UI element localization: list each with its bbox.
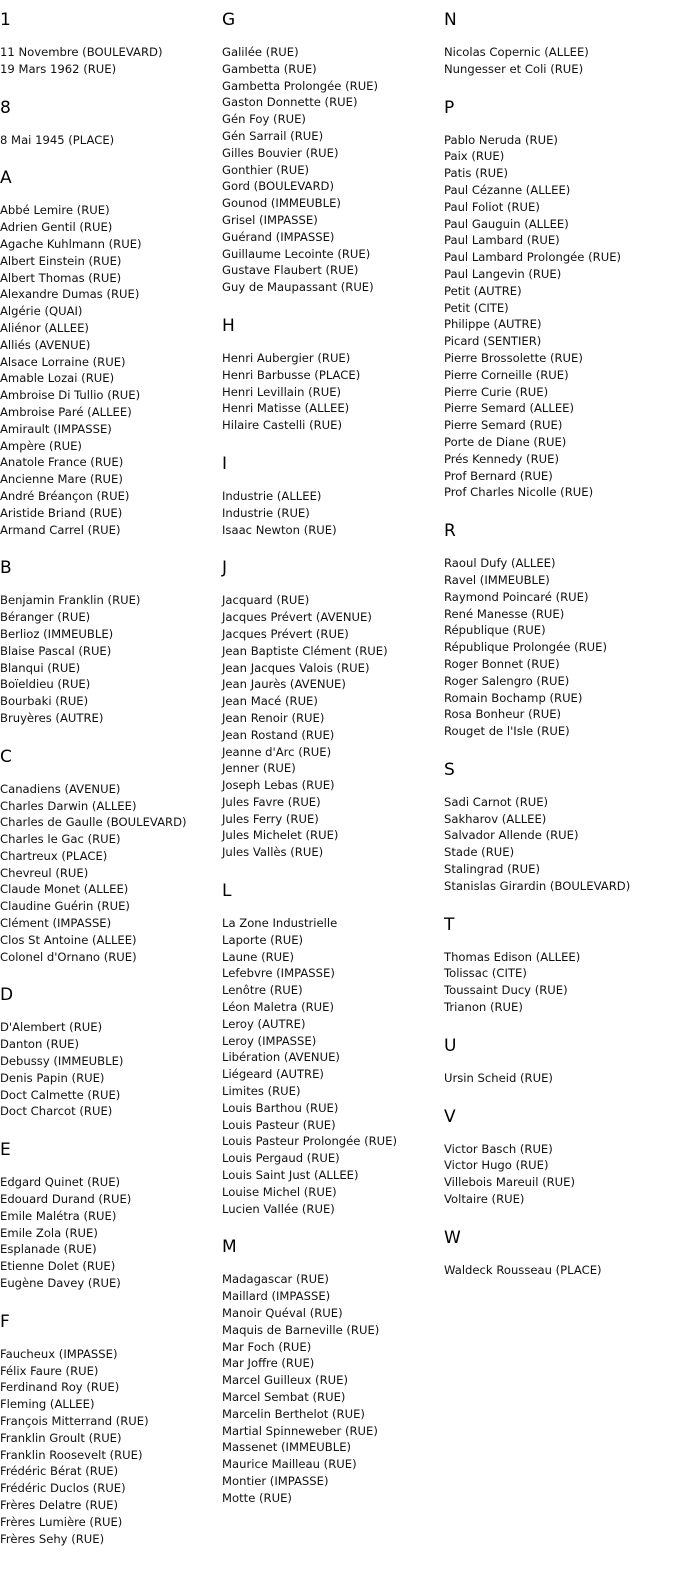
letter-heading: M (222, 1237, 237, 1258)
street-item: Joseph Lebas (RUE) (222, 778, 335, 793)
street-list (444, 555, 669, 740)
street-list (222, 1271, 447, 1506)
street-item: Frères Lumière (RUE) (0, 1514, 123, 1529)
street-item: Ambroise Di Tullio (RUE) (0, 388, 141, 403)
letter-section (444, 1107, 669, 1208)
street-item: Gén Foy (RUE) (222, 112, 306, 127)
letter-section (444, 1036, 669, 1087)
street-item: Etienne Dolet (RUE) (0, 1259, 116, 1274)
street-item: Colonel d'Ornano (RUE) (0, 949, 137, 964)
letter-heading: L (222, 881, 232, 902)
street-item: Jean Macé (RUE) (222, 694, 318, 709)
street-item: Leroy (IMPASSE) (222, 1033, 317, 1048)
street-item: Victor Basch (RUE) (444, 1141, 553, 1156)
street-item: Alliés (AVENUE) (0, 337, 91, 352)
street-list (444, 132, 669, 502)
street-item: Stalingrad (RUE) (444, 862, 540, 877)
letter-heading: W (444, 1227, 461, 1248)
street-item: Pierre Curie (RUE) (444, 384, 549, 399)
letter-heading: A (0, 168, 12, 189)
street-item: Isaac Newton (RUE) (222, 522, 337, 537)
street-item: Rosa Bonheur (RUE) (444, 707, 562, 722)
street-item: Jules Ferry (RUE) (222, 811, 319, 826)
street-item: Louis Barthou (RUE) (222, 1100, 339, 1115)
street-item: Paul Cézanne (ALLEE) (444, 182, 571, 197)
street-item: Charles de Gaulle (BOULEVARD) (0, 815, 187, 830)
street-item: Alsace Lorraine (RUE) (0, 354, 126, 369)
street-item: Raoul Dufy (ALLEE) (444, 556, 556, 571)
street-item: Franklin Groult (RUE) (0, 1430, 122, 1445)
street-item: Guy de Maupassant (RUE) (222, 280, 374, 295)
letter-heading: H (222, 315, 235, 336)
street-item: Fleming (ALLEE) (0, 1397, 95, 1412)
street-item: Laune (RUE) (222, 949, 294, 964)
street-item: Paul Langevin (RUE) (444, 266, 562, 281)
letter-section (222, 454, 447, 538)
street-item: Chartreux (PLACE) (0, 848, 108, 863)
street-item: Amable Lozai (RUE) (0, 371, 115, 386)
street-item: D'Alembert (RUE) (0, 1020, 103, 1035)
street-list (222, 592, 447, 861)
letter-section (444, 98, 669, 502)
street-item: Philippe (AUTRE) (444, 317, 542, 332)
street-item: Jean Renoir (RUE) (222, 710, 325, 725)
letter-section (444, 10, 669, 78)
street-item: Canadiens (AVENUE) (0, 781, 121, 796)
street-item: Ferdinand Roy (RUE) (0, 1380, 120, 1395)
street-list (0, 1019, 225, 1120)
street-item: Albert Thomas (RUE) (0, 270, 122, 285)
street-list (0, 132, 225, 149)
street-item: Jacques Prévert (RUE) (222, 626, 349, 641)
letter-heading: V (444, 1106, 456, 1127)
street-item: René Manesse (RUE) (444, 606, 565, 621)
street-list (0, 1346, 225, 1548)
street-item: Salvador Allende (RUE) (444, 828, 579, 843)
street-item: Lefebvre (IMPASSE) (222, 966, 335, 981)
street-item: Pierre Semard (RUE) (444, 418, 563, 433)
street-item: Jean Jaurès (AVENUE) (222, 677, 346, 692)
street-item: Faucheux (IMPASSE) (0, 1346, 118, 1361)
street-item: Emile Zola (RUE) (0, 1225, 98, 1240)
street-item: Albert Einstein (RUE) (0, 253, 122, 268)
letter-heading: E (0, 1140, 11, 1161)
street-item: Blanqui (RUE) (0, 660, 81, 675)
street-item: Berlioz (IMMEUBLE) (0, 626, 114, 641)
street-item: Trianon (RUE) (444, 1000, 523, 1015)
street-list (444, 1070, 669, 1087)
street-item: Nicolas Copernic (ALLEE) (444, 45, 589, 59)
letter-section (444, 521, 669, 740)
street-item: Villebois Mareuil (RUE) (444, 1175, 576, 1190)
street-item: Chevreul (RUE) (0, 865, 89, 880)
street-item: Maillard (IMPASSE) (222, 1289, 331, 1304)
street-item: Limites (RUE) (222, 1084, 301, 1099)
street-item: Adrien Gentil (RUE) (0, 220, 113, 235)
street-item: 19 Mars 1962 (RUE) (0, 61, 117, 76)
letter-heading: F (0, 1311, 10, 1332)
street-item: Patis (RUE) (444, 166, 508, 181)
street-item: Pablo Neruda (RUE) (444, 132, 558, 147)
street-item: Lucien Vallée (RUE) (222, 1201, 335, 1216)
street-item: Paul Foliot (RUE) (444, 199, 540, 214)
street-item: Anatole France (RUE) (0, 455, 124, 470)
street-item: Henri Levillain (RUE) (222, 384, 342, 399)
letter-heading: B (0, 558, 12, 579)
letter-section (222, 10, 447, 296)
letter-heading: N (444, 10, 457, 30)
street-item: Paix (RUE) (444, 149, 505, 164)
street-item: Porte de Diane (RUE) (444, 434, 567, 449)
street-item: Charles Darwin (ALLEE) (0, 798, 137, 813)
letter-section (444, 915, 669, 1016)
street-item: Pierre Brossolette (RUE) (444, 350, 583, 365)
letter-section (222, 316, 447, 434)
street-list (222, 488, 447, 538)
street-item: Stade (RUE) (444, 845, 515, 860)
street-item: Louise Michel (RUE) (222, 1184, 337, 1199)
street-item: Voltaire (RUE) (444, 1192, 525, 1207)
letter-heading: S (444, 759, 455, 780)
street-item: 11 Novembre (BOULEVARD) (0, 45, 163, 59)
street-item: Romain Bochamp (RUE) (444, 690, 583, 705)
street-item: Thomas Edison (ALLEE) (444, 949, 581, 964)
street-item: Emile Malétra (RUE) (0, 1208, 117, 1223)
street-item: Léon Maletra (RUE) (222, 1000, 334, 1015)
street-item: Gustave Flaubert (RUE) (222, 263, 359, 278)
street-item: Esplanade (RUE) (0, 1242, 97, 1257)
street-item: Jacques Prévert (AVENUE) (222, 610, 372, 625)
street-item: Waldeck Rousseau (PLACE) (444, 1262, 602, 1277)
street-item: Toussaint Ducy (RUE) (444, 983, 568, 998)
street-item: Sakharov (ALLEE) (444, 811, 547, 826)
street-item: Béranger (RUE) (0, 610, 91, 625)
street-item: Industrie (RUE) (222, 505, 310, 520)
street-item: Tolissac (CITE) (444, 966, 527, 981)
street-item: Agache Kuhlmann (RUE) (0, 236, 142, 251)
street-item: Bourbaki (RUE) (0, 694, 89, 709)
street-item: Amirault (IMPASSE) (0, 421, 112, 436)
street-item: Frédéric Bérat (RUE) (0, 1464, 119, 1479)
street-item: Edouard Durand (RUE) (0, 1192, 132, 1207)
index-column (0, 10, 225, 1567)
street-item: République (RUE) (444, 623, 546, 638)
street-item: Debussy (IMMEUBLE) (0, 1054, 124, 1069)
street-item: Eugène Davey (RUE) (0, 1276, 121, 1291)
street-item: Gonthier (RUE) (222, 162, 310, 177)
street-item: Louis Pasteur Prolongée (RUE) (222, 1134, 398, 1149)
street-item: Charles le Gac (RUE) (0, 832, 121, 847)
street-list (0, 44, 225, 78)
street-item: Marcel Guilleux (RUE) (222, 1373, 348, 1388)
street-list (444, 44, 669, 78)
street-item: Industrie (ALLEE) (222, 488, 322, 503)
street-item: République Prolongée (RUE) (444, 640, 607, 655)
street-item: Marcelin Berthelot (RUE) (222, 1406, 365, 1421)
letter-heading: J (222, 558, 228, 579)
street-item: Claudine Guérin (RUE) (0, 899, 130, 914)
letter-heading: U (444, 1035, 457, 1056)
street-item: Gambetta Prolongée (RUE) (222, 78, 379, 93)
street-item: Franklin Roosevelt (RUE) (0, 1447, 143, 1462)
street-item: Manoir Quéval (RUE) (222, 1306, 343, 1321)
street-item: Ambroise Paré (ALLEE) (0, 404, 132, 419)
letter-heading: P (444, 97, 455, 118)
street-item: François Mitterrand (RUE) (0, 1414, 149, 1429)
street-item: Victor Hugo (RUE) (444, 1158, 549, 1173)
street-item: Henri Aubergier (RUE) (222, 350, 351, 365)
street-list (0, 1174, 225, 1292)
street-item: André Bréançon (RUE) (0, 488, 130, 503)
street-item: Nungesser et Coli (RUE) (444, 61, 584, 76)
street-item: Rouget de l'Isle (RUE) (444, 724, 570, 739)
street-item: Alexandre Dumas (RUE) (0, 287, 140, 302)
street-item: Clément (IMPASSE) (0, 916, 112, 931)
street-item: Liégeard (AUTRE) (222, 1067, 324, 1082)
street-item: Massenet (IMMEUBLE) (222, 1440, 352, 1455)
street-item: Hilaire Castelli (RUE) (222, 418, 342, 433)
letter-section (222, 558, 447, 861)
street-item: Danton (RUE) (0, 1037, 79, 1052)
street-item: Benjamin Franklin (RUE) (0, 593, 141, 608)
street-item: Jean Baptiste Clément (RUE) (222, 643, 388, 658)
street-item: Pierre Corneille (RUE) (444, 367, 569, 382)
street-item: Maurice Mailleau (RUE) (222, 1457, 357, 1472)
street-item: Mar Foch (RUE) (222, 1339, 312, 1354)
street-item: Grisel (IMPASSE) (222, 212, 318, 227)
street-item: Jeanne d'Arc (RUE) (222, 744, 332, 759)
street-item: Roger Salengro (RUE) (444, 673, 570, 688)
street-item: Aliénor (ALLEE) (0, 320, 89, 335)
street-item: Félix Faure (RUE) (0, 1363, 99, 1378)
street-item: Libération (AVENUE) (222, 1050, 340, 1065)
street-item: Edgard Quinet (RUE) (0, 1175, 121, 1190)
letter-section (222, 1237, 447, 1506)
street-item: Louis Pergaud (RUE) (222, 1151, 340, 1166)
street-list (222, 350, 447, 434)
street-item: Abbé Lemire (RUE) (0, 203, 110, 218)
street-item: Claude Monet (ALLEE) (0, 882, 129, 897)
letter-heading: C (0, 746, 12, 767)
street-item: Guillaume Lecointe (RUE) (222, 246, 371, 261)
street-item: Blaise Pascal (RUE) (0, 643, 112, 658)
street-item: Stanislas Girardin (BOULEVARD) (444, 878, 631, 893)
street-list (444, 949, 669, 1016)
street-item: Frères Delatre (RUE) (0, 1498, 119, 1512)
street-item: Jean Rostand (RUE) (222, 727, 335, 742)
street-item: Frédéric Duclos (RUE) (0, 1481, 126, 1496)
letter-section (0, 747, 225, 966)
street-item: Lenôtre (RUE) (222, 983, 303, 998)
street-item: Doct Charcot (RUE) (0, 1104, 113, 1119)
street-item: Jules Vallès (RUE) (222, 845, 324, 860)
street-item: Gambetta (RUE) (222, 61, 317, 76)
letter-heading: I (222, 453, 228, 474)
letter-section (222, 881, 447, 1217)
street-item: Jenner (RUE) (222, 761, 296, 776)
street-item: Gaston Donnette (RUE) (222, 95, 358, 110)
letter-heading: T (444, 914, 455, 935)
street-item: Paul Gauguin (ALLEE) (444, 216, 569, 231)
letter-section (0, 168, 225, 538)
street-item: Louis Saint Just (ALLEE) (222, 1168, 359, 1183)
letter-section (0, 985, 225, 1120)
street-item: Roger Bonnet (RUE) (444, 656, 560, 671)
letter-section (0, 98, 225, 149)
street-item: Jules Favre (RUE) (222, 794, 321, 809)
street-item: 8 Mai 1945 (PLACE) (0, 132, 115, 147)
letter-section (444, 1228, 669, 1279)
street-item: Prof Bernard (RUE) (444, 468, 553, 483)
street-item: Ursin Scheid (RUE) (444, 1070, 553, 1085)
street-list (0, 202, 225, 538)
street-list (444, 794, 669, 895)
street-item: Madagascar (RUE) (222, 1272, 329, 1287)
street-item: Marcel Sembat (RUE) (222, 1390, 346, 1404)
letter-section (0, 558, 225, 726)
index-column (222, 10, 447, 1527)
street-item: Gén Sarrail (RUE) (222, 128, 324, 143)
letter-section (0, 10, 225, 78)
street-item: Henri Matisse (ALLEE) (222, 401, 350, 416)
street-item: Paul Lambard (RUE) (444, 233, 560, 248)
letter-heading: 1 (0, 10, 11, 30)
street-item: Prof Charles Nicolle (RUE) (444, 485, 594, 500)
letter-heading: D (0, 985, 14, 1006)
street-item: La Zone Industrielle (222, 916, 338, 931)
street-item: Denis Papin (RUE) (0, 1070, 105, 1085)
street-item: Aristide Briand (RUE) (0, 505, 123, 520)
street-item: Raymond Poincaré (RUE) (444, 589, 589, 604)
street-item: Louis Pasteur (RUE) (222, 1117, 336, 1132)
street-list (222, 44, 447, 296)
street-item: Gord (BOULEVARD) (222, 179, 334, 194)
street-list (222, 915, 447, 1217)
street-item: Boïeldieu (RUE) (0, 677, 91, 692)
street-item: Ancienne Mare (RUE) (0, 472, 123, 487)
street-item: Laporte (RUE) (222, 932, 304, 947)
street-item: Petit (AUTRE) (444, 283, 522, 298)
letter-heading: G (222, 10, 236, 30)
street-item: Doct Calmette (RUE) (0, 1087, 121, 1102)
street-item: Sadi Carnot (RUE) (444, 794, 549, 809)
street-item: Maquis de Barneville (RUE) (222, 1322, 380, 1337)
street-item: Martial Spinneweber (RUE) (222, 1423, 378, 1438)
street-item: Clos St Antoine (ALLEE) (0, 932, 137, 947)
street-list (444, 1262, 669, 1279)
street-item: Petit (CITE) (444, 300, 509, 315)
index-column (444, 10, 669, 1299)
street-list (444, 1141, 669, 1208)
street-item: Henri Barbusse (PLACE) (222, 367, 361, 382)
street-item: Leroy (AUTRE) (222, 1016, 306, 1031)
street-item: Jean Jacques Valois (RUE) (222, 660, 370, 675)
street-item: Motte (RUE) (222, 1490, 292, 1505)
street-item: Prés Kennedy (RUE) (444, 451, 559, 466)
street-item: Paul Lambard Prolongée (RUE) (444, 250, 622, 265)
street-list (0, 592, 225, 726)
street-list (0, 781, 225, 966)
street-item: Guérand (IMPASSE) (222, 229, 335, 244)
street-item: Mar Joffre (RUE) (222, 1356, 315, 1371)
street-item: Armand Carrel (RUE) (0, 522, 121, 537)
street-item: Gilles Bouvier (RUE) (222, 145, 339, 160)
street-item: Pierre Semard (ALLEE) (444, 401, 575, 416)
letter-section (0, 1140, 225, 1292)
street-item: Galilée (RUE) (222, 45, 299, 59)
letter-heading: R (444, 521, 456, 542)
street-item: Bruyères (AUTRE) (0, 710, 104, 725)
street-item: Jacquard (RUE) (222, 593, 310, 608)
street-item: Algérie (QUAI) (0, 304, 83, 319)
street-item: Frères Sehy (RUE) (0, 1531, 105, 1546)
street-item: Ravel (IMMEUBLE) (444, 572, 550, 587)
street-item: Jules Michelet (RUE) (222, 828, 339, 843)
street-item: Gounod (IMMEUBLE) (222, 196, 341, 211)
letter-section (0, 1312, 225, 1548)
street-item: Ampère (RUE) (0, 438, 82, 453)
street-item: Montier (IMPASSE) (222, 1473, 329, 1488)
letter-section (444, 760, 669, 895)
street-item: Picard (SENTIER) (444, 334, 542, 349)
letter-heading: 8 (0, 97, 11, 118)
